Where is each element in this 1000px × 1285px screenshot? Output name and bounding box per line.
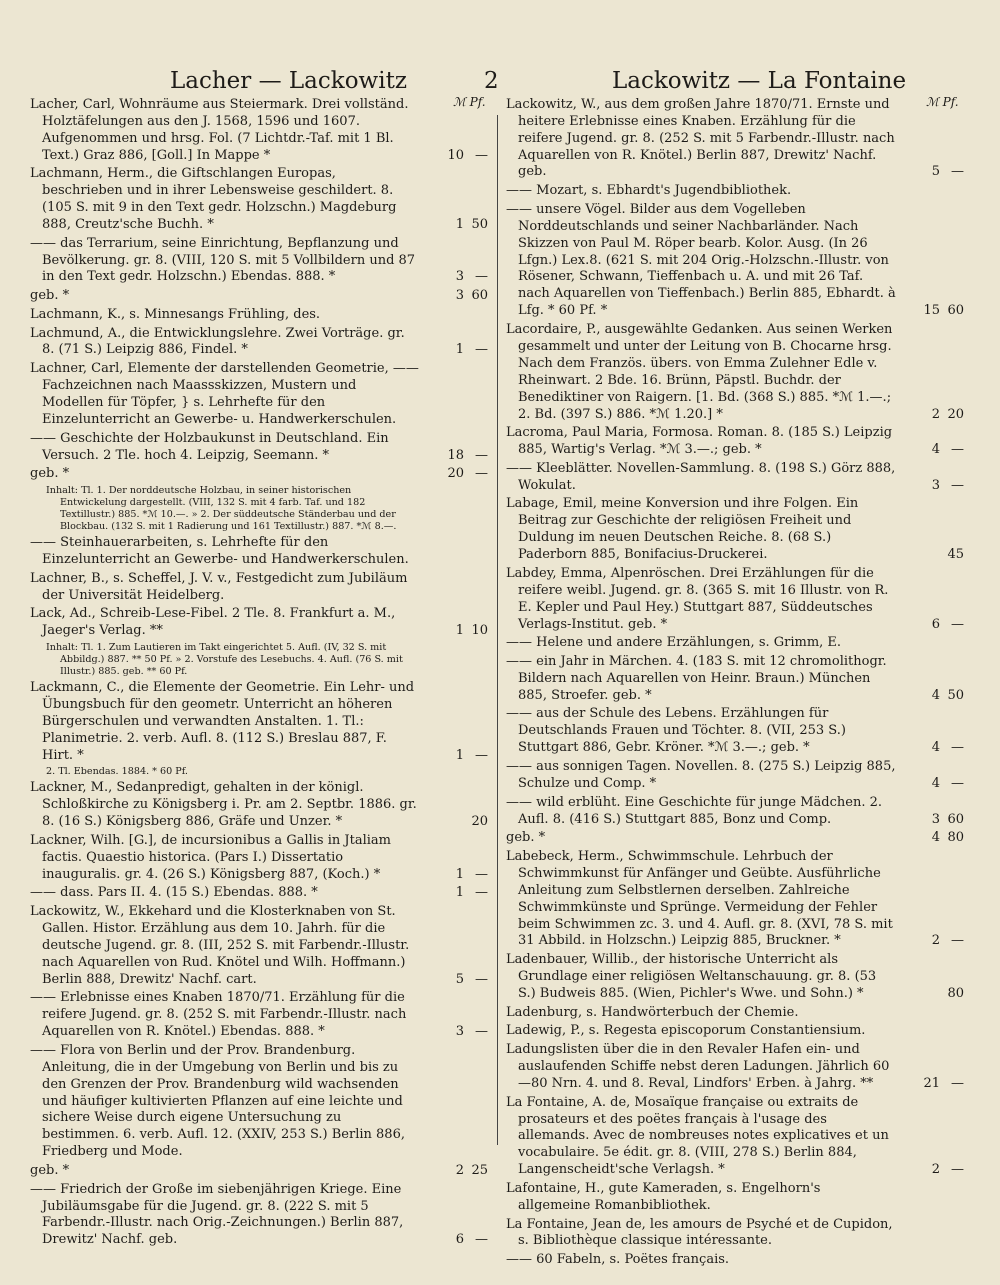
entry-text: Ladenburg, s. Handwörterbuch der Chemie. — [506, 1004, 799, 1020]
entry-text: —— Kleeblätter. Novellen-Sammlung. 8. (198 S.) Görz 888, Wokulat. — [506, 460, 896, 493]
entry-text: Lachner, Carl, Elemente der darstellenden Geometrie, —— Fachzeichnen nach Maassskizzen, Mustern und Modellen für Töpfer, } s. Lehrhefte für den Einzelunterricht an Gewerbe- u. Handwerkerschulen. — [30, 361, 419, 427]
page-number: 2 — [484, 68, 499, 94]
entry-text: Lafontaine, H., gute Kameraden, s. Engelhorn's allgemeine Romanbibliothek. — [506, 1180, 821, 1213]
entry-text: —— Mozart, s. Ebhardt's Jugendbibliothek. — [506, 183, 792, 199]
price-pfennig: 50 — [947, 687, 964, 703]
price-pfennig: 60 — [947, 303, 964, 319]
entry-text: Lackner, Wilh. [G.], de incursionibus a Gallis in Jtaliam factis. Quaestio historica. (Pars I.) Dissertatio inauguralis. gr. 4. (26 S.) Königsberg 887, (Koch.) * — [30, 832, 391, 882]
catalog-entry — [506, 759, 966, 793]
catalog-entry — [506, 97, 966, 182]
price-mark: 3 — [931, 811, 940, 827]
price-mark: 15 — [923, 303, 940, 319]
left-column — [30, 95, 490, 1249]
catalog-entry — [506, 1005, 966, 1022]
price-mark: 18 — [447, 447, 464, 463]
catalog-entry — [30, 307, 490, 324]
catalog-entry — [30, 606, 490, 640]
entry-text: Labage, Emil, meine Konversion und ihre Folgen. Ein Beitrag zur Geschichte der religiösen Freiheit und Duldung im neuen Deutschen Reiche. 8. (68 S.) Paderborn 885, Bonifacius-Druckerei. — [506, 496, 859, 563]
price-mark: 4 — [931, 830, 940, 846]
catalog-entry — [506, 496, 966, 564]
entry-text: —— Flora von Berlin und der Prov. Brandenburg. Anleitung, die in der Umgebung von Berlin und bis zu den Grenzen der Prov. Brandenburg wild wachsenden und häufiger kultivierten Pflanzen auf eine leichte und sichere Weise durch eigene Untersuchung zu bestimmen. 6. verb. Aufl. 12. (XXIV, 253 S.) Berlin 886, Friedberg und Mode. — [30, 1042, 405, 1160]
entry-text: Ladenbauer, Willib., der historische Unterricht als Grundlage einer religiösen Weltanschauung. gr. 8. (53 S.) Budweis 885. (Wien, Pichler's Wwe. und Sohn.) * — [506, 952, 877, 1001]
catalog-entry — [506, 795, 966, 829]
price-pfennig: — — [475, 866, 488, 882]
catalog-entry — [30, 466, 490, 483]
catalog-entry — [506, 830, 966, 847]
price — [904, 933, 966, 950]
entry-text: —— aus sonnigen Tagen. Novellen. 8. (275 S.) Leipzig 885, Schulze und Comp. * — [506, 759, 896, 791]
entry-text: 2. Tl. Ebendas. 1884. * 60 Pf. — [46, 766, 188, 778]
price — [904, 478, 966, 495]
price — [428, 148, 490, 165]
catalog-entry — [506, 952, 966, 1003]
catalog-entry — [30, 990, 490, 1041]
catalog-entry — [506, 425, 966, 459]
header-right: Lackowitz — La Fontaine — [612, 68, 907, 94]
price-pfennig: 80 — [947, 985, 964, 1001]
price-mark: 4 — [931, 687, 940, 703]
entry-text: Lachmund, A., die Entwicklungslehre. Zwei Vorträge. gr. 8. (71 S.) Leipzig 886, Findel. * — [30, 325, 405, 358]
catalog-entry — [506, 202, 966, 320]
entry-text: —— Geschichte der Holzbaukunst in Deutschland. Ein Versuch. 2 Tle. hoch 4. Leipzig, Seemann. * — [30, 430, 389, 463]
price-pfennig: — — [475, 466, 488, 482]
price-mark: 4 — [931, 775, 940, 791]
price-pfennig: 50 — [471, 216, 488, 232]
price — [428, 867, 490, 884]
catalog-entry — [506, 849, 966, 950]
catalog-entry — [506, 706, 966, 757]
entry-text: La Fontaine, A. de, Mosaïque française ou extraits de prosateurs et des poëtes français à l'usage des allemands. Avec de nombreuses notes explicatives et un vocabulaire. 5e édit. gr. 8. (VIII, 278 S.) Berlin 884, Langenscheidt'sche Verlagsh. * — [506, 1094, 889, 1178]
catalog-entry — [506, 1095, 966, 1180]
price-pfennig: — — [951, 775, 964, 791]
price-pfennig: 20 — [947, 406, 964, 422]
catalog-entry — [30, 885, 490, 902]
header-left: Lacher — Lackowitz — [170, 68, 407, 94]
price-pfennig: 10 — [471, 623, 488, 639]
entry-text: Lackowitz, W., aus dem großen Jahre 1870/71. Ernste und heitere Erlebnisse eines Knaben. Erzählung für die reifere Jugend. gr. 8. (252 S. mit 5 Farbendr.-Illustr. nach Aquarellen von R. Knötel.) Berlin 887, Drewitz' Nachf. geb. — [506, 96, 895, 180]
price-mark: 6 — [931, 616, 940, 632]
entry-text: Lack, Ad., Schreib-Lese-Fibel. 2 Tle. 8. Frankfurt a. M., Jaeger's Verlag. ** — [30, 606, 396, 639]
price-pfennig: — — [951, 442, 964, 458]
price-mark: 5 — [455, 971, 464, 987]
catalog-entry — [30, 780, 490, 831]
price-mark: 1 — [455, 866, 464, 882]
entry-text: —— Steinhauerarbeiten, s. Lehrhefte für den Einzelunterricht an Gewerbe- und Handwerkerschulen. — [30, 535, 409, 567]
price — [428, 1024, 490, 1041]
catalog-entry — [506, 1181, 966, 1215]
entry-text: Lachner, B., s. Scheffel, J. V. v., Festgedicht zum Jubiläum der Universität Heidelberg. — [30, 570, 408, 603]
entry-text: Labebeck, Herm., Schwimmschule. Lehrbuch der Schwimmkunst für Anfänger und Geübte. Ausführliche Anleitung zum Selbstlernen derselben. Zahlreiche Schwimmkünste und Sprünge. Vermeidung der Fehler beim Schwimmen zc. 3. und 4. Aufl. gr. 8. (XVI, 78 S. mit 31 Abbild. in Holzschn.) Leipzig 885, Bruckner. * — [506, 848, 893, 949]
catalog-entry — [30, 904, 490, 989]
catalog-entry — [506, 566, 966, 634]
catalog-entry — [506, 183, 966, 200]
price — [904, 830, 966, 847]
price-label-right: ℳ Pf. — [926, 95, 959, 109]
catalog-entry — [30, 1163, 490, 1180]
price-mark: 4 — [931, 740, 940, 756]
catalog-entry — [506, 1217, 966, 1251]
catalog-entry — [506, 1023, 966, 1040]
catalog-entry — [30, 97, 490, 165]
catalog-entry — [30, 166, 490, 234]
price-pfennig: — — [475, 1024, 488, 1040]
price-mark: 1 — [455, 216, 464, 232]
price-pfennig: — — [475, 971, 488, 987]
price-pfennig: — — [951, 616, 964, 632]
catalog-entry — [30, 766, 490, 778]
entry-text: Ladewig, P., s. Regesta episcoporum Constantiensium. — [506, 1023, 866, 1039]
price — [904, 617, 966, 634]
catalog-entry — [30, 680, 490, 765]
price-mark: 1 — [455, 623, 464, 639]
price-pfennig: — — [951, 740, 964, 756]
price — [904, 442, 966, 459]
price-mark: 1 — [455, 747, 464, 763]
entry-text: —— ein Jahr in Märchen. 4. (183 S. mit 12 chromolithogr. Bildern nach Aquarellen von Heinr. Braun.) München 885, Stroefer. geb. * — [506, 653, 887, 703]
entry-text: Lacordaire, P., ausgewählte Gedanken. Aus seinen Werken gesammelt und unter der Leitung von B. Chocarne hrsg. Nach dem Französ. übers. von Emma Zulehner Edle v. Rheinwart. 2 Bde. 16. Brünn, Päpstl. Buchdr. der Benediktiner von Raigern. [1. Bd. (368 S.) 885. *ℳ 1.—.; 2. Bd. (397 S.) 886. *ℳ 1.20.] * — [506, 321, 893, 422]
price-mark: 2 — [931, 406, 940, 422]
catalog-entry — [506, 461, 966, 495]
entry-text: —— das Terrarium, seine Einrichtung, Bepflanzung und Bevölkerung. gr. 8. (VIII, 120 S. mit 5 Vollbildern und 87 in den Text gedr. Holzschn.) Ebendas. 888. * — [30, 235, 416, 285]
price — [428, 466, 490, 483]
price — [904, 303, 966, 320]
price — [904, 688, 966, 705]
entry-text: Lackmann, C., die Elemente der Geometrie. Ein Lehr- und Übungsbuch für den geometr. Unterricht an höheren Bürgerschulen und verwandten Anstalten. 1. Tl.: Planimetrie. 2. verb. Aufl. 8. (112 S.) Breslau 887, F. Hirt. * — [30, 679, 415, 763]
price-mark: 2 — [931, 933, 940, 949]
entry-text: geb. * — [30, 466, 70, 482]
price-mark: 20 — [447, 466, 464, 482]
entry-text: —— Erlebnisse eines Knaben 1870/71. Erzählung für die reifere Jugend. gr. 8. (252 S. mit Farbendr.-Illustr. nach Aquarellen von R. Knötel.) Ebendas. 888. * — [30, 990, 407, 1040]
price-mark: 10 — [447, 147, 464, 163]
price-mark: 3 — [455, 1024, 464, 1040]
price — [904, 776, 966, 793]
entry-text: —— 60 Fabeln, s. Poëtes français. — [506, 1252, 730, 1268]
catalog-entry — [506, 635, 966, 652]
catalog-entry — [506, 1252, 966, 1269]
price — [904, 812, 966, 829]
price-mark: 3 — [455, 269, 464, 285]
entry-text: Inhalt: Tl. 1. Zum Lautieren im Takt eingerichtet 5. Aufl. (IV, 32 S. mit Abbildg.) 887. ** 50 Pf. » 2. Vorstufe des Lesebuchs. 4. Aufl. (76 S. mit Illustr.) 885. geb. ** 60 Pf. — [46, 641, 403, 678]
price — [428, 288, 490, 305]
price-mark: 6 — [455, 1232, 464, 1248]
price-pfennig: 80 — [947, 830, 964, 846]
price-pfennig: — — [951, 933, 964, 949]
price-pfennig: 25 — [471, 1162, 488, 1178]
price-pfennig: — — [475, 342, 488, 358]
price — [904, 164, 966, 181]
price-mark: 1 — [455, 885, 464, 901]
entry-text: Lackner, M., Sedanpredigt, gehalten in der königl. Schloßkirche zu Königsberg i. Pr. am 2. Septbr. 1886. gr. 8. (16 S.) Königsberg 886, Gräfe und Unzer. * — [30, 780, 417, 830]
price-pfennig: — — [951, 164, 964, 180]
price-pfennig: 45 — [947, 547, 964, 563]
entry-text: Lackowitz, W., Ekkehard und die Klosterknaben von St. Gallen. Histor. Erzählung aus dem 10. Jahrh. für die deutsche Jugend. gr. 8. (III, 252 S. mit Farbendr.-Illustr. nach Aquarellen von Rud. Knötel und Wilh. Hoffmann.) Berlin 888, Drewitz' Nachf. cart. — [30, 903, 410, 987]
price-mark: 1 — [455, 342, 464, 358]
price — [428, 885, 490, 902]
price-mark: 5 — [931, 164, 940, 180]
catalog-entry — [30, 288, 490, 305]
price-mark: 2 — [931, 1162, 940, 1178]
price — [428, 1163, 490, 1180]
price-pfennig: 60 — [471, 288, 488, 304]
price-pfennig: — — [475, 885, 488, 901]
entry-text: —— Helene und andere Erzählungen, s. Grimm, E. — [506, 635, 842, 651]
price-pfennig: 20 — [471, 814, 488, 830]
price-mark: 2 — [455, 1162, 464, 1178]
entry-text: geb. * — [30, 1162, 70, 1178]
catalog-entry — [30, 1043, 490, 1161]
price — [428, 623, 490, 640]
catalog-entry — [30, 236, 490, 287]
catalog-entry — [506, 322, 966, 423]
entry-text: geb. * — [30, 288, 70, 304]
entry-text: —— dass. Pars II. 4. (15 S.) Ebendas. 888. * — [30, 885, 318, 901]
price — [904, 1162, 966, 1179]
entry-text: Ladungslisten über die in den Revaler Hafen ein- und auslaufenden Schiffe nebst deren Ladungen. Jährlich 60—80 Nrn. 4. und 8. Reval, Lindfors' Erben. à Jahrg. ** — [506, 1042, 890, 1091]
catalog-entry — [30, 642, 490, 678]
catalog-entry — [506, 654, 966, 705]
catalog-entry — [30, 326, 490, 360]
price-mark: 3 — [455, 288, 464, 304]
entry-text: Lacroma, Paul Maria, Formosa. Roman. 8. (185 S.) Leipzig 885, Wartig's Verlag. *ℳ 3.—.; geb. * — [506, 425, 893, 458]
price-pfennig: — — [951, 1075, 964, 1091]
price — [428, 1232, 490, 1249]
price-pfennig: — — [951, 1162, 964, 1178]
catalog-entry — [30, 535, 490, 569]
price-pfennig: — — [475, 147, 488, 163]
price-pfennig: — — [475, 269, 488, 285]
price-mark: 21 — [923, 1075, 940, 1091]
catalog-entry — [30, 361, 490, 429]
entry-text: Lacher, Carl, Wohnräume aus Steiermark. Drei vollständ. Holztäfelungen aus den J. 1568, 1596 und 1607. Aufgenommen und hrsg. Fol. (7 Lichtdr.-Taf. mit 1 Bl. Text.) Graz 886, [Goll.] In Mappe * — [30, 96, 409, 163]
price-mark: 3 — [931, 477, 940, 493]
catalog-entry — [30, 1182, 490, 1250]
right-column — [506, 95, 966, 1269]
entry-text: —— unsere Vögel. Bilder aus dem Vogelleben Norddeutschlands und seiner Nachbarländer. Nach Skizzen von Paul M. Röper bearb. Kolor. Ausg. (In 26 Lfgn.) Lex.8. (621 S. mit 204 Orig.-Holzschn.-Illustr. von Rösener, Schwann, Tieffenbach u. A. und mit 26 Taf. nach Aquarellen von Tieffenbach.) Berlin 885, Ebhardt. à Lfg. * 60 Pf. * — [506, 201, 896, 319]
price — [428, 448, 490, 465]
entry-text: Labdey, Emma, Alpenröschen. Drei Erzählungen für die reifere weibl. Jugend. gr. 8. (365 S. mit 16 Illustr. von R. E. Kepler und Paul Hey.) Stuttgart 887, Süddeutsches Verlags-Institut. geb. * — [506, 565, 889, 632]
entry-text: —— aus der Schule des Lebens. Erzählungen für Deutschlands Frauen und Töchter. 8. (VII, 253 S.) Stuttgart 886, Gebr. Kröner. *ℳ 3.—.; geb. * — [506, 706, 846, 756]
entry-text: Inhalt: Tl. 1. Der norddeutsche Holzbau, in seiner historischen Entwickelung dargestellt. (VIII, 132 S. mit 4 farb. Taf. und 182 Textillustr.) 885. *ℳ 10.—. » 2. Der süddeutsche Ständerbau und der Blockbau. (132 S. mit 1 Radierung und 161 Textillustr.) 887. *ℳ 8.—. — [46, 484, 397, 533]
catalog-entry — [30, 833, 490, 884]
price-pfennig: — — [951, 477, 964, 493]
catalog-entry — [30, 485, 490, 533]
price-pfennig: — — [475, 747, 488, 763]
price — [904, 547, 966, 564]
catalog-entry — [30, 571, 490, 605]
catalog-entry — [506, 1042, 966, 1093]
price — [428, 342, 490, 359]
price — [428, 217, 490, 234]
price — [428, 972, 490, 989]
entry-text: geb. * — [506, 830, 546, 846]
column-divider — [497, 115, 498, 1145]
price-pfennig: — — [475, 1232, 488, 1248]
price — [904, 986, 966, 1003]
entry-text: —— Friedrich der Große im siebenjährigen Kriege. Eine Jubiläumsgabe für die Jugend. gr. 8. (222 S. mit 5 Farbendr.-Illustr. nach Orig.-Zeichnungen.) Berlin 887, Drewitz' Nachf. geb. — [30, 1181, 404, 1248]
price — [428, 269, 490, 286]
entry-text: —— wild erblüht. Eine Geschichte für junge Mädchen. 2. Aufl. 8. (416 S.) Stuttgart 885, Bonz und Comp. — [506, 794, 882, 827]
price — [428, 748, 490, 765]
price-mark: 4 — [931, 442, 940, 458]
price — [904, 1076, 966, 1093]
price-label-left: ℳ Pf. — [453, 95, 486, 109]
price — [904, 740, 966, 757]
price-pfennig: — — [475, 447, 488, 463]
entry-text: Lachmann, Herm., die Giftschlangen Europas, beschrieben und in ihrer Lebensweise geschildert. 8. (105 S. mit 9 in den Text gedr. Holzschn.) Magdeburg 888, Creutz'sche Buchh. * — [30, 166, 397, 232]
price-pfennig: 60 — [947, 811, 964, 827]
price — [428, 814, 490, 831]
entry-text: Lachmann, K., s. Minnesangs Frühling, des. — [30, 306, 321, 322]
entry-text: La Fontaine, Jean de, les amours de Psyché et de Cupidon, s. Bibliothèque classique intéressante. — [506, 1216, 893, 1249]
catalog-entry — [30, 431, 490, 465]
price — [904, 407, 966, 424]
